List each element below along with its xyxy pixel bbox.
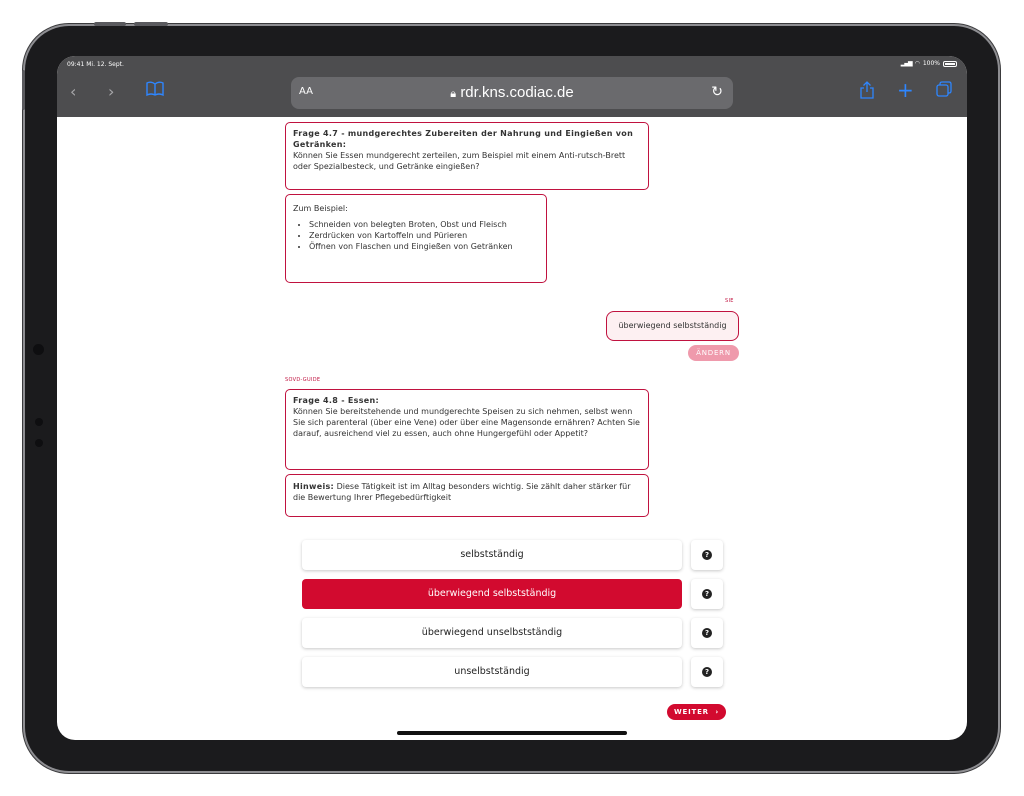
question-4-8-title: Frage 4.8 - Essen:	[293, 396, 380, 405]
user-label: SIE	[725, 298, 734, 304]
side-sensor-2	[35, 418, 43, 426]
hint-label: Hinweis:	[293, 482, 335, 491]
chevron-right-icon[interactable]: ›	[108, 82, 115, 101]
question-circle-icon: ?	[702, 667, 712, 677]
question-4-8-bubble	[285, 389, 649, 470]
question-4-7-title: Frage 4.7 - mundgerechtes Zubereiten der Nahrung und Eingießen von Getränken:	[293, 129, 634, 149]
side-button	[22, 70, 25, 110]
wifi-icon: ◠	[914, 60, 920, 67]
plus-icon[interactable]: +	[897, 78, 914, 102]
help-button[interactable]	[691, 540, 723, 570]
list-item: • Schneiden von belegten Broten, Obst und Fleisch	[309, 219, 539, 230]
status-time-text: 09:41	[67, 61, 85, 68]
chevron-right-icon: ›	[712, 708, 720, 716]
text-size-button[interactable]: AA	[299, 86, 313, 97]
book-icon[interactable]	[145, 81, 165, 101]
help-button[interactable]	[691, 657, 723, 687]
lock-icon: 🔒︎	[450, 88, 457, 100]
status-date: Mi. 12. Sept.	[86, 61, 124, 68]
next-button[interactable]	[667, 704, 726, 720]
url-display[interactable]	[291, 84, 733, 101]
safari-chrome	[57, 56, 967, 117]
signal-icon: ▂▄▆	[900, 60, 912, 67]
chat-content	[57, 117, 967, 740]
help-button[interactable]	[691, 618, 723, 648]
examples-intro: Zum Beispiel:	[293, 204, 348, 213]
question-circle-icon: ?	[702, 628, 712, 638]
screen	[57, 56, 967, 740]
status-indicators	[901, 60, 957, 67]
reload-icon[interactable]: ↻	[711, 84, 723, 100]
option-selbststaendig[interactable]: selbstständig	[302, 540, 682, 570]
guide-label: SOVD-GUIDE	[285, 377, 321, 383]
option-ueberwiegend-selbststaendig[interactable]: überwiegend selbstständig	[302, 579, 682, 609]
examples-bubble	[285, 194, 547, 283]
home-indicator	[397, 731, 627, 735]
help-button[interactable]	[691, 579, 723, 609]
chevron-left-icon[interactable]: ‹	[70, 82, 77, 101]
status-time	[67, 61, 124, 68]
list-item: • Öffnen von Flaschen und Eingießen von Getränken	[309, 241, 539, 252]
question-4-7-bubble	[285, 122, 649, 190]
hint-body: Diese Tätigkeit ist im Alltag besonders wichtig. Sie zählt daher stärker für die Bewertung Ihrer Pflegebedürftigkeit	[293, 482, 631, 502]
battery-percent: 100%	[922, 60, 940, 67]
share-icon[interactable]	[860, 81, 874, 103]
question-circle-icon: ?	[702, 550, 712, 560]
change-answer-button[interactable]: ÄNDERN	[688, 345, 739, 361]
question-4-8-body: Können Sie bereitstehende und mundgerechte Speisen zu sich nehmen, selbst wenn Sie sich parenteral (über eine Vene) oder über eine Magensonde ernähren? Achten Sie darauf, ausreichend viel zu essen, auch ohne Hungergefühl oder Appetit?	[293, 407, 640, 438]
question-4-7-body: Können Sie Essen mundgerecht zerteilen, zum Beispiel mit einem Anti-rutsch-Brett oder Spezialbesteck, und Getränke eingießen?	[293, 151, 626, 171]
top-button-left	[94, 22, 126, 26]
battery-icon	[943, 61, 957, 67]
address-bar[interactable]	[291, 77, 733, 109]
next-button-label: WEITER	[673, 708, 709, 716]
user-answer-bubble: überwiegend selbstständig	[606, 311, 739, 341]
hint-bubble	[285, 474, 649, 517]
top-button-right	[134, 22, 168, 26]
list-item: • Zerdrücken von Kartoffeln und Pürieren	[309, 230, 539, 241]
url-text: rdr.kns.codiac.de	[460, 84, 574, 101]
examples-list	[293, 219, 539, 252]
question-circle-icon: ?	[702, 589, 712, 599]
side-sensor-3	[35, 439, 43, 447]
tabs-icon[interactable]	[936, 81, 952, 101]
option-ueberwiegend-unselbststaendig[interactable]: überwiegend unselbstständig	[302, 618, 682, 648]
option-unselbststaendig[interactable]: unselbstständig	[302, 657, 682, 687]
side-sensor-1	[33, 344, 44, 355]
